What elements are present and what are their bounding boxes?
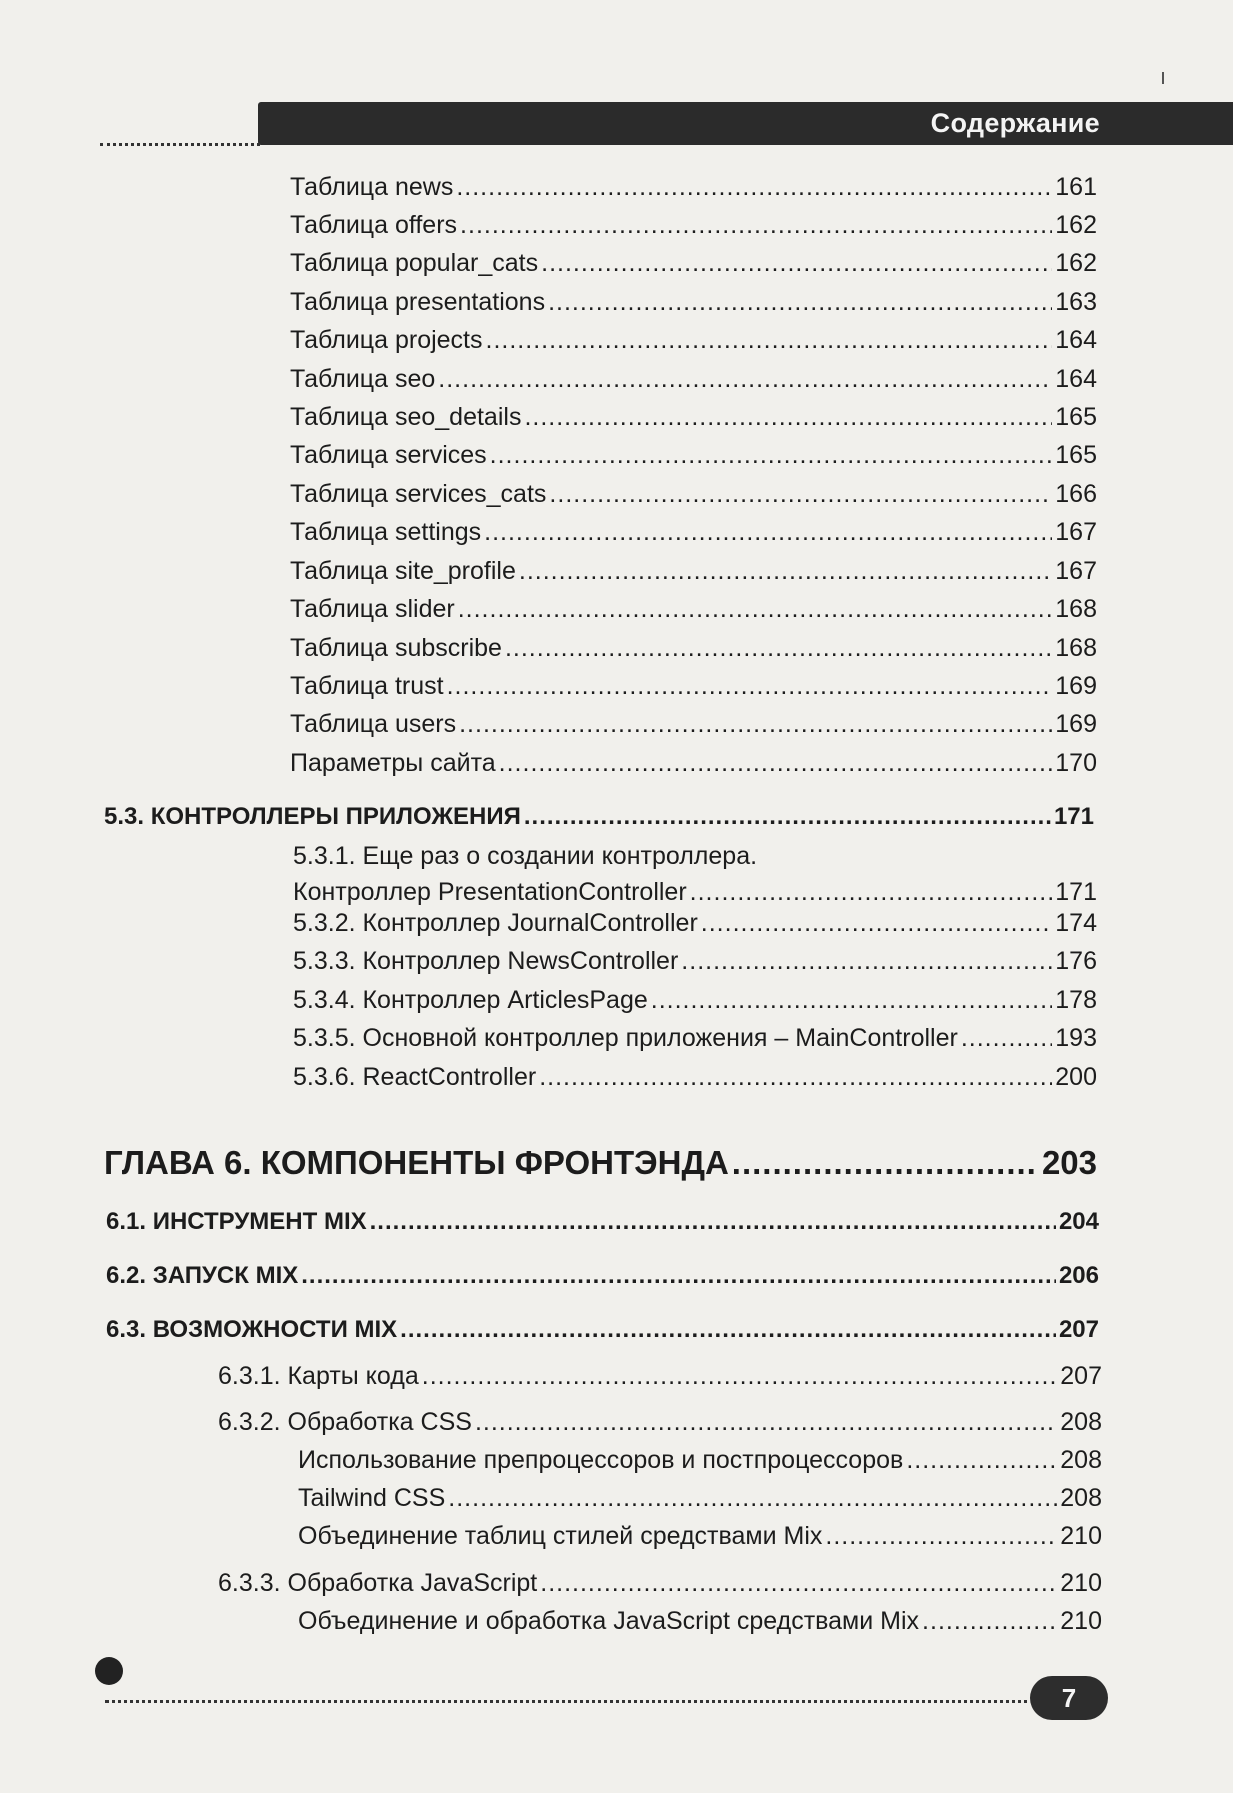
dot-leader — [486, 324, 1053, 356]
toc-entry-title: 5.3.6. ReactController — [293, 1063, 537, 1091]
toc-entry-table-slider[interactable] — [290, 593, 1097, 625]
toc-entry-page: 200 — [1055, 1063, 1097, 1091]
toc-entry-title: Таблица users — [290, 710, 457, 738]
toc-subsection-5-3-2[interactable] — [293, 907, 1097, 939]
toc-entry-title: Объединение и обработка JavaScript средствами Mix — [298, 1607, 920, 1635]
dot-leader — [519, 555, 1052, 587]
toc-entry-title: 6.3.1. Карты кода — [218, 1362, 419, 1390]
dot-leader — [701, 907, 1053, 939]
toc-entry-title: 5.3.4. Контроллер ArticlesPage — [293, 986, 648, 1014]
toc-entry-page: 210 — [1060, 1569, 1102, 1597]
toc-entry-title: 6.2. ЗАПУСК MIX — [106, 1262, 299, 1289]
dot-leader — [448, 1482, 1057, 1514]
toc-entry-table-news[interactable] — [290, 171, 1097, 203]
toc-entry-page: 207 — [1060, 1362, 1102, 1390]
toc-entry-page: 208 — [1060, 1408, 1102, 1436]
toc-entry-page: 210 — [1060, 1522, 1102, 1550]
toc-entry-title: 6.3.2. Обработка CSS — [218, 1408, 472, 1436]
toc-entry-table-seo-details[interactable] — [290, 401, 1097, 433]
toc-entry-title: Tailwind CSS — [298, 1484, 446, 1512]
dot-leader — [524, 801, 1051, 833]
toc-item-merge-stylesheets[interactable] — [298, 1520, 1102, 1552]
toc-entry-page: 163 — [1055, 288, 1097, 316]
toc-entry-title: 5.3.2. Контроллер JournalController — [293, 909, 698, 937]
toc-entry-table-projects[interactable] — [290, 324, 1097, 356]
toc-entry-line2 — [293, 874, 1097, 910]
dot-leader — [690, 874, 1053, 910]
dot-leader — [961, 1022, 1052, 1054]
toc-entry-page: 206 — [1058, 1262, 1099, 1289]
toc-entry-title: Параметры сайта — [290, 749, 496, 777]
toc-entry-page: 169 — [1055, 672, 1097, 700]
toc-entry-page: 162 — [1055, 249, 1097, 277]
toc-entry-table-subscribe[interactable] — [290, 632, 1097, 664]
toc-entry-table-offers[interactable] — [290, 209, 1097, 241]
dot-leader — [400, 1314, 1056, 1346]
dot-leader — [541, 247, 1052, 279]
dot-leader — [651, 984, 1053, 1016]
toc-entry-page: 165 — [1055, 403, 1097, 431]
toc-entry-title: Таблица projects — [290, 326, 483, 354]
toc-section-6-3[interactable] — [106, 1314, 1099, 1346]
page-number: 7 — [1030, 1676, 1108, 1720]
toc-entry-page: 167 — [1055, 518, 1097, 546]
toc-entry-page: 161 — [1055, 173, 1097, 201]
toc-subsection-6-3-3[interactable] — [218, 1567, 1102, 1599]
dot-leader — [490, 439, 1053, 471]
dot-leader — [540, 1567, 1057, 1599]
toc-entry-title: Таблица site_profile — [290, 557, 516, 585]
dot-leader — [906, 1444, 1057, 1476]
toc-item-tailwind-css[interactable] — [298, 1482, 1102, 1514]
toc-entry-title-line2: Контроллер PresentationController — [293, 878, 687, 906]
toc-subsection-5-3-4[interactable] — [293, 984, 1097, 1016]
dot-leader — [458, 593, 1053, 625]
toc-entry-title: 5.3.5. Основной контроллер приложения – MainController — [293, 1024, 958, 1052]
toc-entry-title: Таблица offers — [290, 211, 458, 239]
dot-leader — [301, 1260, 1056, 1292]
dot-leader — [459, 708, 1052, 740]
toc-entry-table-users[interactable] — [290, 708, 1097, 740]
toc-entry-title: Таблица slider — [290, 595, 455, 623]
toc-entry-title: Объединение таблиц стилей средствами Mix — [298, 1522, 823, 1550]
toc-entry-table-seo[interactable] — [290, 363, 1097, 395]
toc-entry-table-services-cats[interactable] — [290, 478, 1097, 510]
toc-entry-title: 5.3.3. Контроллер NewsController — [293, 947, 679, 975]
dot-leader — [825, 1520, 1057, 1552]
toc-entry-title: Таблица subscribe — [290, 634, 502, 662]
dot-leader — [922, 1605, 1057, 1637]
toc-entry-title: Таблица seo_details — [290, 403, 522, 431]
toc-section-6-1[interactable] — [106, 1206, 1099, 1238]
toc-entry-page: 210 — [1060, 1607, 1102, 1635]
toc-entry-page: 162 — [1055, 211, 1097, 239]
toc-entry-title: Таблица settings — [290, 518, 482, 546]
toc-entry-title: 6.3.3. Обработка JavaScript — [218, 1569, 538, 1597]
toc-entry-table-site-profile[interactable] — [290, 555, 1097, 587]
toc-entry-table-presentations[interactable] — [290, 286, 1097, 318]
toc-subsection-5-3-1[interactable] — [293, 838, 1097, 910]
dot-leader — [524, 401, 1052, 433]
dot-leader — [460, 209, 1052, 241]
toc-entry-title: Таблица services_cats — [290, 480, 547, 508]
toc-entry-table-popular-cats[interactable] — [290, 247, 1097, 279]
dot-leader — [422, 1360, 1058, 1392]
toc-item-preprocessors[interactable] — [298, 1444, 1102, 1476]
toc-entry-page: 176 — [1055, 947, 1097, 975]
toc-entry-page: 171 — [1053, 803, 1094, 830]
dot-leader — [370, 1206, 1056, 1238]
toc-entry-title: Таблица news — [290, 173, 454, 201]
toc-entry-page: 165 — [1055, 441, 1097, 469]
dot-leader — [539, 1061, 1052, 1093]
toc-entry-page: 169 — [1055, 710, 1097, 738]
dot-leader — [548, 286, 1052, 318]
toc-subsection-5-3-5[interactable] — [293, 1022, 1097, 1054]
toc-entry-page: 168 — [1055, 595, 1097, 623]
toc-entry-title: 5.3. КОНТРОЛЛЕРЫ ПРИЛОЖЕНИЯ — [104, 803, 521, 830]
dot-leader — [681, 945, 1052, 977]
toc-chapter-6[interactable] — [104, 1143, 1097, 1183]
toc-entry-page: 164 — [1055, 326, 1097, 354]
toc-entry-page: 207 — [1058, 1316, 1099, 1343]
toc-entry-title: ГЛАВА 6. КОМПОНЕНТЫ ФРОНТЭНДА — [104, 1144, 729, 1181]
toc-entry-page: 193 — [1055, 1024, 1097, 1052]
toc-entry-title: Использование препроцессоров и постпроцессоров — [298, 1446, 904, 1474]
toc-subsection-6-3-2[interactable] — [218, 1406, 1102, 1438]
toc-entry-title: Таблица services — [290, 441, 487, 469]
toc-entry-page: 166 — [1055, 480, 1097, 508]
toc-entry-page: 170 — [1055, 749, 1097, 777]
dot-leader — [484, 516, 1052, 548]
dot-leader — [732, 1143, 1039, 1183]
toc-entry-page: 174 — [1055, 909, 1097, 937]
toc-entry-page: 208 — [1060, 1484, 1102, 1512]
toc-entry-page: 171 — [1055, 878, 1097, 906]
footer-dotted-rule — [105, 1700, 1035, 1703]
toc-section-5-3[interactable] — [104, 801, 1094, 833]
toc-entry-page: 203 — [1041, 1144, 1097, 1181]
dot-leader — [447, 670, 1053, 702]
toc-section-6-2[interactable] — [106, 1260, 1099, 1292]
toc-entry-page: 167 — [1055, 557, 1097, 585]
toc-entry-title: Таблица seo — [290, 365, 436, 393]
running-header-title: Содержание — [930, 108, 1100, 138]
toc-subsection-5-3-3[interactable] — [293, 945, 1097, 977]
toc-subsection-6-3-1[interactable] — [218, 1360, 1102, 1392]
toc-entry-title: Таблица popular_cats — [290, 249, 539, 277]
toc-entry-table-trust[interactable] — [290, 670, 1097, 702]
toc-entry-page: 178 — [1055, 986, 1097, 1014]
dot-leader — [499, 747, 1053, 779]
toc-entry-title: 6.3. ВОЗМОЖНОСТИ MIX — [106, 1316, 398, 1343]
toc-subsection-5-3-6[interactable] — [293, 1061, 1097, 1093]
toc-entry-page: 164 — [1055, 365, 1097, 393]
toc-entry-table-settings[interactable] — [290, 516, 1097, 548]
toc-entry-title: Таблица trust — [290, 672, 444, 700]
footer-bullet — [95, 1657, 123, 1685]
toc-entry-table-services[interactable] — [290, 439, 1097, 471]
toc-entry-page: 168 — [1055, 634, 1097, 662]
toc-entry-title-line1: 5.3.1. Еще раз о создании контроллера. — [293, 842, 758, 870]
dot-leader — [505, 632, 1052, 664]
toc-entry-page: 208 — [1060, 1446, 1102, 1474]
dot-leader — [438, 363, 1052, 395]
dot-leader — [456, 171, 1052, 203]
toc-entry-page: 204 — [1058, 1208, 1099, 1235]
toc-entry-title: 6.1. ИНСТРУМЕНТ MIX — [106, 1208, 367, 1235]
dot-leader — [549, 478, 1052, 510]
dot-leader — [475, 1406, 1057, 1438]
toc-item-merge-javascript[interactable] — [298, 1605, 1102, 1637]
toc-entry-site-parameters[interactable] — [290, 747, 1097, 779]
toc-entry-title: Таблица presentations — [290, 288, 546, 316]
